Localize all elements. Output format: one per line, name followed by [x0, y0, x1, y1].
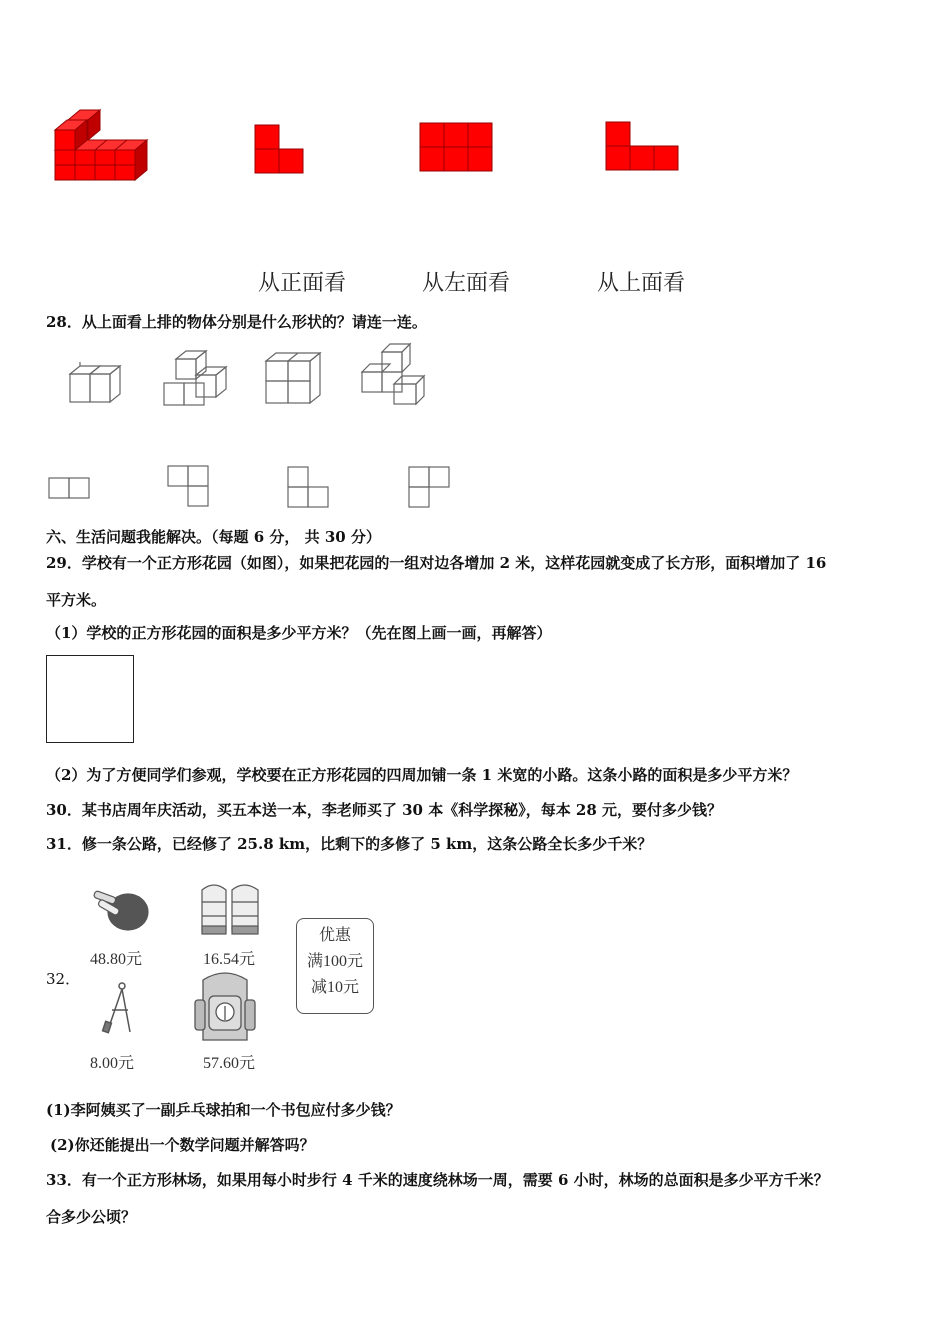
q29-line-2: 平方米。 — [46, 591, 107, 609]
label-top-view: 从上面看 — [597, 271, 686, 296]
promo-line-2: 减10元 — [310, 979, 359, 996]
sketch-figure-3 — [264, 349, 324, 409]
promo-title: 优惠 — [318, 927, 351, 944]
compass-icon — [100, 980, 140, 1038]
ping-pong-racket-icon — [92, 882, 156, 940]
left-view-shape — [420, 123, 494, 173]
top-view-shape — [606, 122, 680, 172]
q31-text: 31．修一条公路，已经修了 25.8 km，比剩下的多修了 5 km，这条公路全长多少千米？ — [46, 835, 653, 853]
sketch-figure-2 — [162, 347, 228, 411]
q29-sub-1: （1）学校的正方形花园的面积是多少平方米？（先在图上画一画，再解答） — [46, 624, 552, 642]
top-view-option-4 — [408, 466, 452, 510]
gloves-icon — [196, 882, 266, 938]
q32-sub-1: (1)李阿姨买了一副乒乓球拍和一个书包应付多少钱？ — [46, 1101, 401, 1119]
price-gloves: 16.54元 — [203, 951, 256, 968]
square-garden-drawing-area[interactable] — [46, 655, 134, 743]
sketch-figure-1 — [68, 360, 128, 410]
red-cube-solid-figure — [50, 108, 160, 188]
q29-line-1: 29．学校有一个正方形花园（如图），如果把花园的一组对边各增加 2 米，这样花园就变成了长方形，面积增加了 16 — [46, 554, 827, 572]
label-left-view: 从左面看 — [422, 271, 511, 296]
section-6-title: 六、生活问题我能解决。（每题 6 分， 共 30 分） — [46, 528, 381, 546]
price-compass: 8.00元 — [90, 1055, 135, 1072]
q33-line-1: 33．有一个正方形林场，如果用每小时步行 4 千米的速度绕林场一周，需要 6 小时，林场的总面积是多少平方千米？ — [46, 1171, 829, 1189]
price-racket: 48.80元 — [90, 951, 143, 968]
top-view-option-3 — [287, 466, 331, 510]
q32-sub-2: (2)你还能提出一个数学问题并解答吗？ — [50, 1136, 315, 1154]
front-view-shape — [255, 125, 305, 175]
q33-line-2: 合多少公顷？ — [46, 1208, 137, 1226]
top-view-option-2 — [167, 465, 211, 509]
sketch-figure-4 — [358, 342, 424, 408]
promo-box — [296, 918, 374, 1014]
price-backpack: 57.60元 — [203, 1055, 256, 1072]
backpack-icon — [193, 970, 257, 1044]
promo-line-1: 满100元 — [306, 953, 363, 970]
q28-text: 28．从上面看上排的物体分别是什么形状的？请连一连。 — [46, 313, 427, 331]
q30-text: 30．某书店周年庆活动，买五本送一本，李老师买了 30 本《科学探秘》，每本 28 元，要付多少钱？ — [46, 801, 723, 819]
top-view-option-1 — [48, 477, 94, 501]
q29-sub-2: （2）为了方便同学们参观，学校要在正方形花园的四周加铺一条 1 米宽的小路。这条小路的面积是多少平方米？ — [46, 766, 798, 784]
label-front-view: 从正面看 — [258, 271, 347, 296]
q32-number: 32． — [46, 970, 81, 988]
